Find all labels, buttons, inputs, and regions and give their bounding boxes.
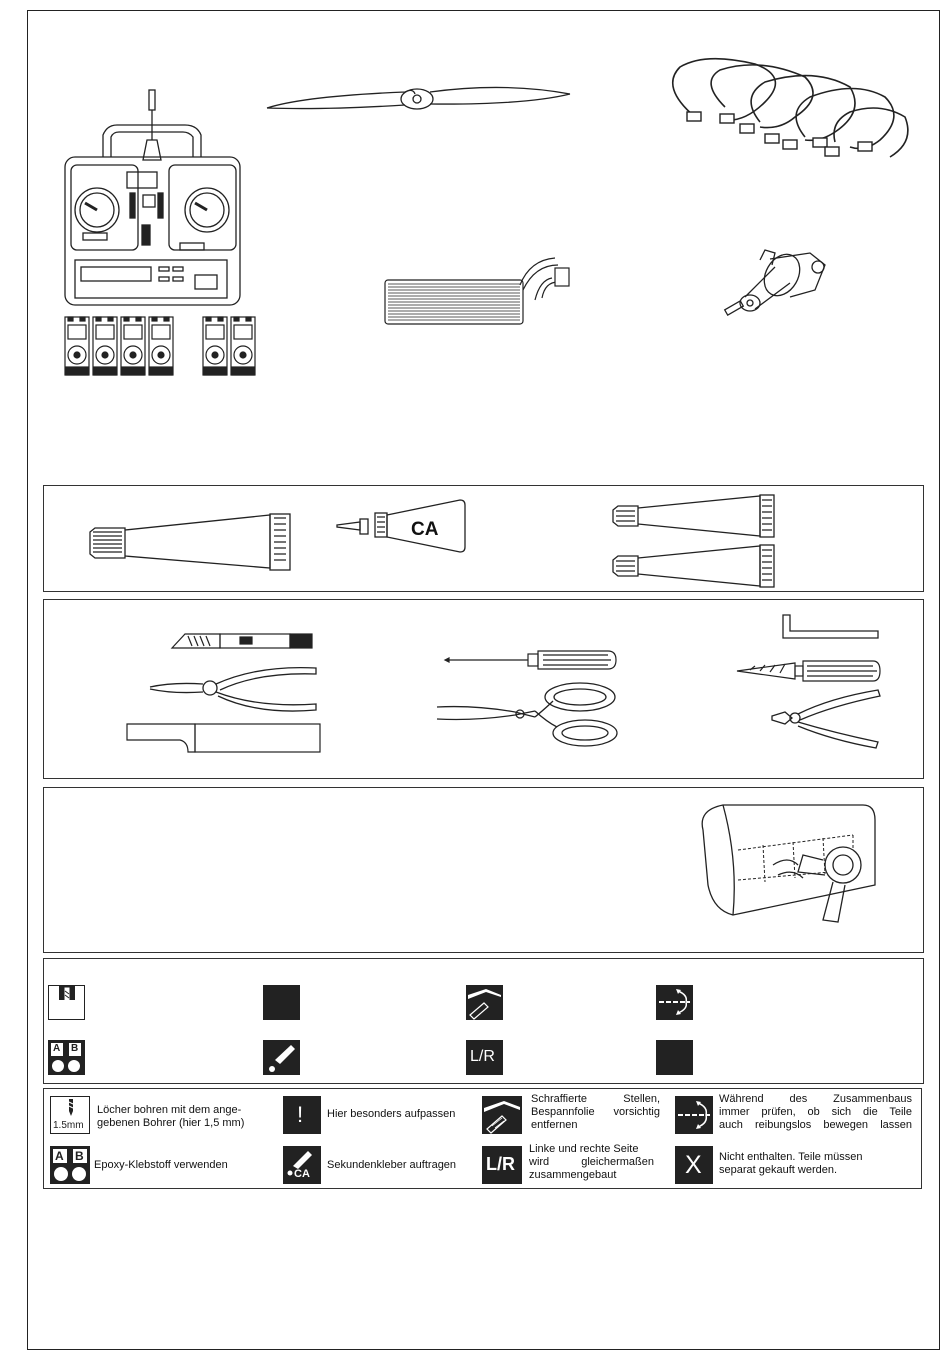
epoxy-sample-icon (48, 1040, 85, 1075)
heat-gun-covering-illustration (693, 800, 893, 925)
check-movement-sample-icon (656, 985, 693, 1020)
hatched-legend-text: Schraffierte Stellen, Bespannfolie vorsichtig entfernen (531, 1093, 660, 1131)
left-right-legend-glyph: L/R (486, 1154, 515, 1174)
epoxy-tubes-illustration (610, 492, 780, 588)
not-included-sample-icon (656, 1040, 693, 1075)
transmitter-illustration (55, 85, 250, 310)
attention-glyph: ! (297, 1102, 304, 1127)
drill-sample-icon (48, 985, 85, 1020)
hex-key-illustration (780, 613, 882, 641)
attention-legend-icon (283, 1096, 321, 1134)
hobby-knife-illustration (170, 630, 315, 652)
left-right-legend-icon (482, 1146, 522, 1184)
ca-bottle-illustration (335, 497, 470, 555)
phillips-screwdriver-illustration (443, 647, 619, 673)
check-movement-legend-icon (675, 1096, 713, 1134)
motor-illustration (720, 245, 835, 325)
drill-legend-text: Löcher bohren mit dem ange- gebenen Bohrer (hier 1,5 mm) (97, 1104, 245, 1129)
attention-legend-text: Hier besonders aufpassen (327, 1108, 456, 1120)
epoxy-glyph-b: B (75, 1149, 84, 1163)
drill-legend-badge: 1.5mm (53, 1120, 84, 1131)
side-cutter-illustration (770, 688, 885, 750)
hatched-legend-icon (482, 1096, 522, 1134)
drill-legend-icon (50, 1096, 90, 1134)
not-included-legend-icon (675, 1146, 713, 1184)
battery-pack-illustration (380, 250, 580, 328)
check-movement-legend-text: Während des Zusammenbaus immer prüfen, ob sich die Teile auch reibungslos bewegen lassen (719, 1093, 912, 1131)
hatched-sample-icon (466, 985, 503, 1020)
epoxy-sample-a: A (53, 1043, 61, 1054)
pliers-illustration (148, 660, 320, 715)
ca-legend-text: Sekundenkleber auftragen (327, 1159, 457, 1171)
left-right-sample-icon (466, 1040, 503, 1075)
servo-set (63, 315, 273, 380)
scissors-illustration (435, 677, 621, 751)
ca-sample-icon (263, 1040, 300, 1075)
ca-bottle-label: CA (411, 519, 439, 540)
not-included-legend-text: Nicht enthalten. Teile müssen separat gekauft werden. (719, 1151, 863, 1176)
propeller-illustration (265, 80, 575, 125)
epoxy-legend-text: Epoxy-Klebstoff verwenden (94, 1159, 228, 1171)
ca-legend-glyph: CA (294, 1168, 310, 1180)
attention-sample-icon (263, 985, 300, 1020)
reamer-illustration (735, 658, 883, 684)
servo-cables-illustration (665, 52, 915, 167)
left-right-legend-text: Linke und rechte Seite wird gleichermaßen zusammengebaut (529, 1143, 654, 1181)
epoxy-sample-b: B (71, 1043, 79, 1054)
epoxy-glyph-a: A (55, 1149, 64, 1163)
left-right-sample-glyph: L/R (470, 1048, 495, 1065)
sanding-block-illustration (125, 722, 323, 754)
epoxy-legend-icon (50, 1146, 90, 1184)
glue-tube-illustration (85, 510, 295, 575)
not-included-glyph: X (685, 1151, 702, 1179)
ca-legend-icon (283, 1146, 321, 1184)
